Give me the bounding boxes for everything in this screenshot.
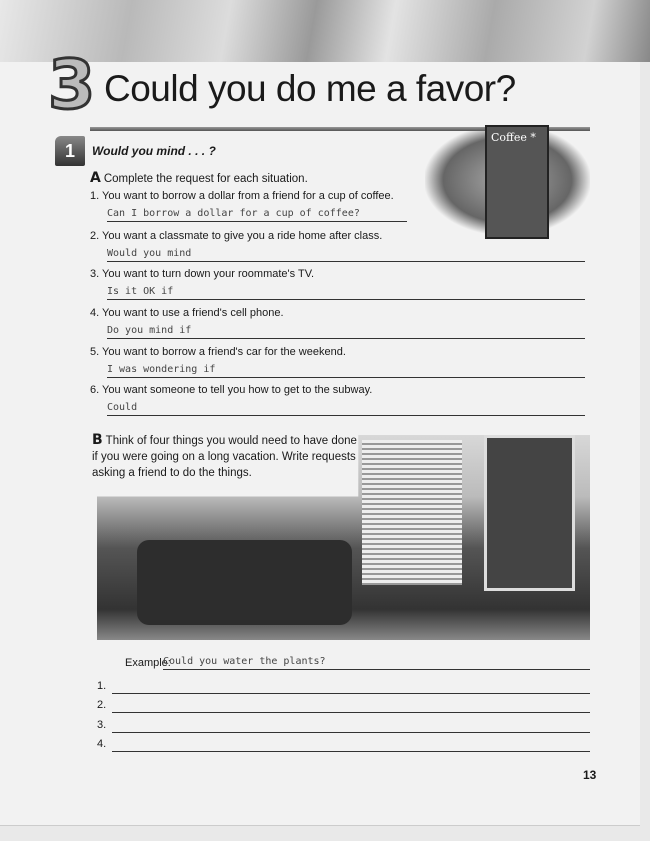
item-number: 1. bbox=[90, 190, 100, 202]
prompt-text: You want a classmate to give you a ride home after class. bbox=[102, 230, 383, 242]
answer-line[interactable]: I was wondering if bbox=[107, 364, 585, 378]
part-b-letter: B bbox=[92, 432, 103, 448]
exercise-prompt bbox=[90, 384, 372, 396]
answer-line[interactable]: Is it OK if bbox=[107, 286, 585, 300]
item-number: 3. bbox=[90, 268, 100, 280]
prompt-text: You want to borrow a friend's car for the weekend. bbox=[102, 346, 346, 358]
example-label: Example: bbox=[125, 657, 171, 669]
page-number: 13 bbox=[583, 768, 597, 782]
example-answer: Could you water the plants? bbox=[163, 656, 590, 670]
answer-number: 1. bbox=[97, 680, 107, 692]
answer-number: 2. bbox=[97, 699, 107, 711]
answer-line[interactable]: Could bbox=[107, 402, 585, 416]
item-number: 6. bbox=[90, 384, 100, 396]
prompt-text: You want to borrow a dollar from a friend for a cup of coffee. bbox=[102, 190, 394, 202]
answer-line[interactable]: Can I borrow a dollar for a cup of coffee? bbox=[107, 208, 407, 222]
exercise-prompt bbox=[90, 190, 394, 202]
unit-number: 3 bbox=[48, 46, 96, 125]
part-a-instruction bbox=[90, 170, 308, 186]
exercise-prompt bbox=[90, 307, 284, 319]
item-number: 2. bbox=[90, 230, 100, 242]
exercise-prompt bbox=[90, 346, 346, 358]
instruction-text: Complete the request for each situation. bbox=[103, 173, 308, 185]
answer-line[interactable]: Would you mind bbox=[107, 248, 585, 262]
blank-answer-line[interactable] bbox=[112, 721, 590, 733]
page-title: Could you do me a favor? bbox=[104, 68, 516, 109]
instruction-text: Think of four things you would need to have done if you were going on a long vacation. Write requests asking a friend to do the things. bbox=[92, 435, 357, 479]
prompt-text: You want to use a friend's cell phone. bbox=[102, 307, 284, 319]
exercise-prompt bbox=[90, 230, 382, 242]
blank-answer-line[interactable] bbox=[112, 740, 590, 752]
blank-answer-line[interactable] bbox=[112, 701, 590, 713]
blank-answer-line[interactable] bbox=[112, 682, 590, 694]
section-number-badge: 1 bbox=[55, 136, 85, 166]
prompt-text: You want someone to tell you how to get to the subway. bbox=[102, 384, 373, 396]
part-b-instruction bbox=[92, 432, 362, 481]
answer-number: 3. bbox=[97, 719, 107, 731]
prompt-text: You want to turn down your roommate's TV. bbox=[102, 268, 315, 280]
item-number: 5. bbox=[90, 346, 100, 358]
section-heading: Would you mind . . . ? bbox=[92, 144, 216, 158]
item-number: 4. bbox=[90, 307, 100, 319]
part-a-letter: A bbox=[90, 170, 101, 186]
coffee-machine-illustration bbox=[425, 125, 590, 235]
answer-line[interactable]: Do you mind if bbox=[107, 325, 585, 339]
coffee-sign: Coffee * bbox=[491, 131, 536, 144]
answer-number: 4. bbox=[97, 738, 107, 750]
exercise-prompt bbox=[90, 268, 314, 280]
header-banner bbox=[0, 0, 650, 62]
